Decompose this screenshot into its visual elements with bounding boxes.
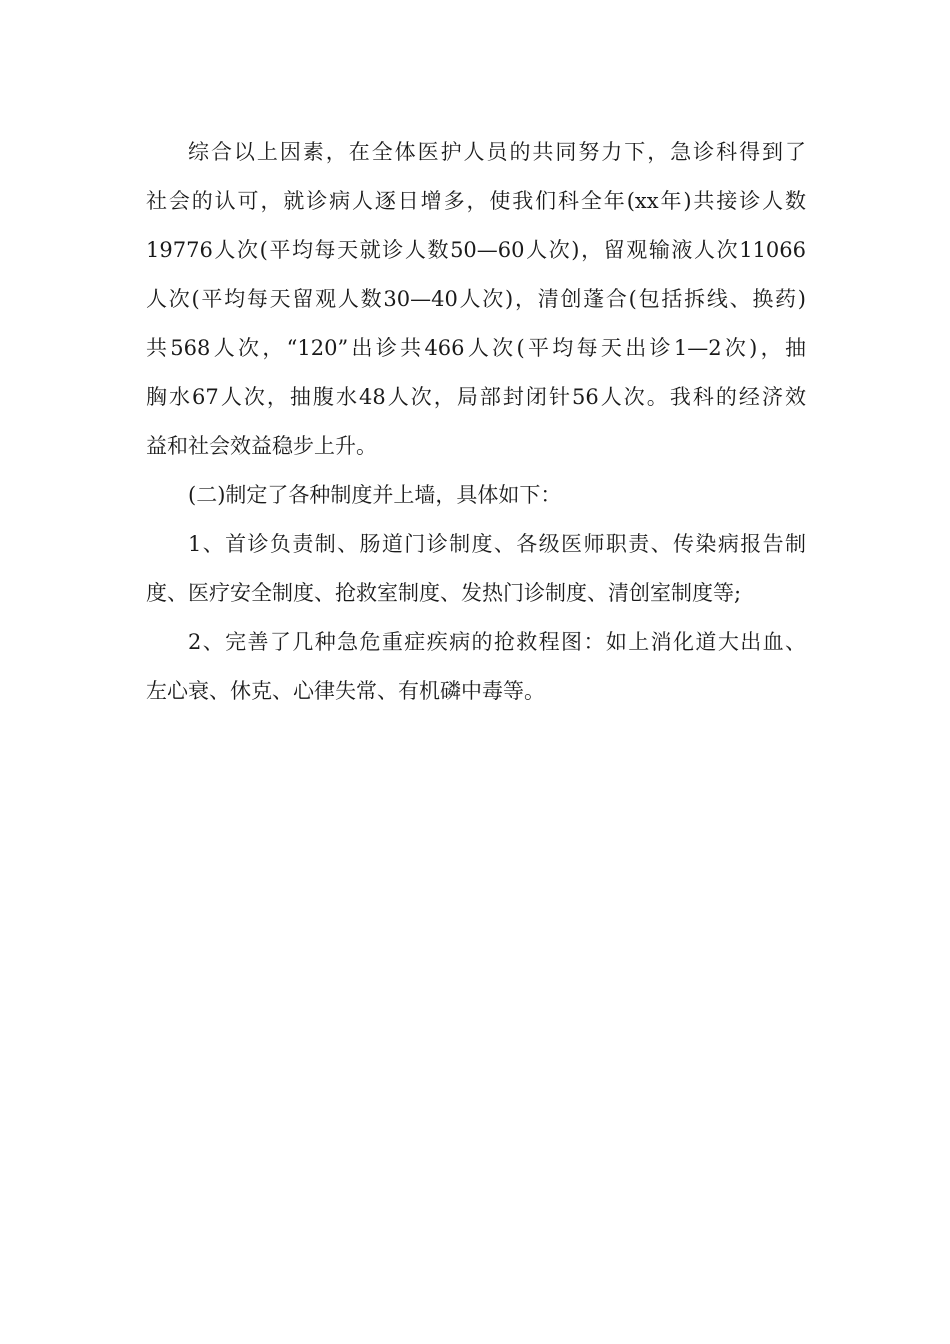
text-line: 社会的认可，就诊病人逐日增多，使我们科全年(xx年)共接诊人数 [146, 189, 806, 213]
text-line: 19776人次(平均每天就诊人数50—60人次)，留观输液人次11066 [146, 238, 806, 262]
text-line: 度、医疗安全制度、抢救室制度、发热门诊制度、清创室制度等; [146, 581, 742, 605]
text-line: 综合以上因素，在全体医护人员的共同努力下，急诊科得到了 [188, 140, 806, 164]
text-line: 2、完善了几种急危重症疾病的抢救程图：如上消化道大出血、 [188, 630, 806, 654]
paragraph-section-heading [146, 471, 806, 520]
text-line: 益和社会效益稳步上升。 [146, 434, 377, 458]
text-line: 共568人次，“120”出诊共466人次(平均每天出诊1—2次)，抽 [146, 336, 806, 360]
paragraph-item-1 [146, 520, 806, 618]
paragraph-summary [146, 128, 806, 471]
text-line: 人次(平均每天留观人数30—40人次)，清创蓬合(包括拆线、换药) [146, 287, 806, 311]
text-line: 左心衰、休克、心律失常、有机磷中毒等。 [146, 679, 545, 703]
paragraph-item-2 [146, 618, 806, 716]
section-heading: (二)制定了各种制度并上墙，具体如下： [188, 483, 562, 507]
text-line: 1、首诊负责制、肠道门诊制度、各级医师职责、传染病报告制 [188, 532, 806, 556]
document-body [146, 128, 806, 716]
text-line: 胸水67人次，抽腹水48人次，局部封闭针56人次。我科的经济效 [146, 385, 806, 409]
